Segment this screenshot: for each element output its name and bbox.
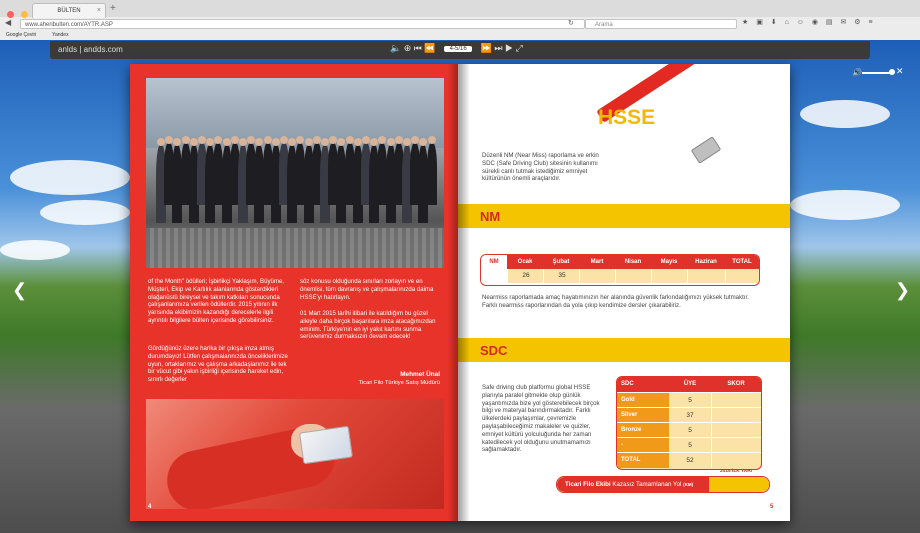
nm-value-nisan [615,269,652,283]
sdc-row-uye: 52 [686,457,694,464]
nm-label: NM [480,209,501,224]
left-page[interactable] [130,64,458,521]
prev-arrow-icon[interactable]: ❮ [12,280,28,300]
sdc-header-sdc: SDC [621,381,634,387]
table-row [617,407,761,423]
sdc-row-name: Silver [617,408,669,423]
sdc-row-name: TOTAL [617,453,669,468]
left-col1-text: of the Month" ödülleri; İşbirlikçi Yaklaşım, Büyüme, Müşteri, Ekip ve Karlılık alanlarında gösterdikleri olağanüstü bireysel ve takım katkıları sonucunda çalışanlarımıza verilen ödüllerdir. 2015 yılının ilk yarısında ekibimizin kazandığı derecelerle ilgili ayrıntılı bilgilere bülten içerisinde görebilirsiniz. [148,278,285,324]
last-page-icon[interactable]: ⏭ [494,43,503,53]
sdc-row-name: Bronze [617,423,669,438]
browser-chrome [0,0,920,41]
play-icon[interactable]: ▶ [505,43,514,53]
sdc-row-skor [711,453,762,468]
tab-bulten[interactable] [32,3,106,18]
left-col2-text: söz konusu olduğunda sınırları zorlayın ve en önemlisi, tüm davranış ve çalışmalarınızda daima HSSE'yi hatırlayın. [300,278,434,301]
viewer-toolbar [50,41,870,59]
sdc-row-uye: 5 [688,427,692,434]
viewer-logo: anlds | andds.com [58,45,123,54]
url-text: www.aheribulten.com/AYTR.ASP [25,22,113,28]
first-page-icon[interactable]: ⏮ [413,43,422,53]
footer-bold: Ticari Filo Ekibi [565,481,611,488]
nm-header-total: TOTAL [732,259,752,265]
bookmark-google-ceviri[interactable]: Google Çeviri [6,32,37,38]
book-spine [448,64,470,521]
nm-header-nm: NM [481,255,507,269]
close-window-icon[interactable] [7,11,14,18]
tab-title: BÜLTEN [57,8,81,14]
next-page-icon[interactable]: ⏩ [480,43,492,53]
signature-title: Ticari Filo Türkiye Satış Müdürü [358,380,440,386]
nm-value-haziran [687,269,726,283]
signature-name: Mehmet Ünal [400,371,440,378]
sdc-row-skor [711,393,762,408]
footer-period: 2015 İLK YARI [720,469,752,474]
bookmarks-bar [0,31,920,40]
volume-icon[interactable]: 🔊 [852,68,862,77]
bookmark-yandex[interactable]: Yandex [52,32,69,38]
nm-header-ocak: Ocak [517,259,533,265]
sdc-header-skor: SKOR [727,381,745,387]
sdc-row-skor [711,408,762,423]
nav-row [0,18,920,31]
team-photo [146,78,444,268]
book-spread [130,64,790,521]
nm-header-nisan: Nisan [624,259,642,265]
tab-strip [0,0,920,17]
nm-header-haziran: Haziran [695,259,717,265]
sdc-table [616,376,762,470]
sdc-band [458,338,790,362]
nm-value-mayis [651,269,688,283]
table-row [617,452,761,468]
right-page[interactable] [458,64,790,521]
sdc-row-uye: 37 [686,412,694,419]
table-row [617,437,761,453]
sdc-text: Safe driving club platformu global HSSE planıyla paralel gitmekte olup günlük yaşantımızda bize yol gösterebilecek birçok bilgi ve materyal barındırmaktadır. Farklı ülkelerdeki paylaşımlar, çevremizle paylaşabileceğimiz makaleler ve quizler, emniyet kültürü yolculuğunda her zaman katedilecek yol olduğunu unutmamamızı sağlamaktadır. [482,384,600,454]
prev-page-icon[interactable]: ⏪ [424,43,436,53]
hsse-title: HSSE [598,106,656,129]
left-col2b-text: 01 Mart 2015 tarihi itibari ile katıldığım bu güzel aileyle daha birçok başarılara imza atacağımızdan eminim. Türkiye'nin en iyi yakıt kartını sunma serüvenimiz durmaksızın devam edecek! [300,310,436,341]
url-bar[interactable] [20,19,585,29]
page-indicator[interactable]: 4-5/16 [444,46,472,52]
next-arrow-icon[interactable]: ❯ [895,280,911,300]
table-row [617,422,761,438]
nm-header-subat: Şubat [552,259,570,265]
sdc-row-uye: 5 [688,397,692,404]
sdc-row-name: - [617,438,669,453]
nm-value-nm [481,269,508,283]
search-placeholder: Arama [595,22,613,28]
back-icon[interactable]: ◀ [5,18,12,27]
footer-km-pill [556,476,770,493]
viewer-controls [390,43,523,54]
sdc-row-skor [711,438,762,453]
volume-knob[interactable] [889,69,895,75]
sdc-row-uye: 5 [688,442,692,449]
left-col1b-text: Gördüğünüz üzere harika bir çıkışa imza atmış durumdayız! Lütfen çalışmalarınızda önceliklerimize uyun, ortaklarımız ve çalışma arkadaşlarımız ile tek bir vücut gibi yakın işbirliği içerisinde hareket edin, sınırlı değerler [148,345,288,384]
table-row [617,392,761,408]
nm-header-mayis: Mayıs [660,259,678,265]
nm-value-ocak: 26 [507,269,544,283]
fuel-card-image [299,426,353,465]
close-icon[interactable]: ✕ [896,66,904,76]
footer-unit: (KM) [683,482,694,487]
nm-value-total [725,269,760,283]
footer-label [557,477,709,492]
nm-table [480,254,760,286]
fullscreen-icon[interactable]: ⤢ [515,43,523,53]
reload-icon[interactable]: ↻ [568,20,574,27]
footer-rest: Kazasız Tamamlanan Yol [612,481,682,488]
search-input[interactable] [585,19,737,29]
right-page-number: 5 [770,504,774,510]
sdc-row-name: Gold [617,393,669,408]
sdc-label: SDC [480,343,508,358]
tab-close-icon[interactable]: × [96,7,101,14]
buckle-image [691,136,722,164]
nm-band [458,204,790,228]
footer-value-box [709,477,769,492]
sdc-header-uye: ÜYE [683,381,697,387]
new-tab-icon[interactable]: + [110,3,116,14]
nm-header-mart: Mart [590,259,604,265]
sdc-row-skor [711,423,762,438]
nm-value-subat: 35 [543,269,580,283]
hsse-intro: Düzenli NM (Near Miss) raporlama ve erkin SDC (Safe Driving Club) sitesinin kullanımı sürekli canlı tutmak istediğimiz emniyet kültürünün önemli araçlarıdır. [482,152,599,183]
zoom-icon[interactable]: ⊕ [403,43,412,53]
nm-value-mart [579,269,616,283]
left-page-number: 4 [148,504,152,510]
photo-person [427,143,437,205]
toolbar-icons[interactable]: ★ ▣ ⬇ ⌂ ☺ ◉ ▤ ✉ ⚙ ≡ [742,19,876,26]
minimize-window-icon[interactable] [21,11,28,18]
sound-icon[interactable]: 🔈 [390,43,402,53]
card-photo [146,399,444,509]
nm-text: Nearmiss raporlamada amaç hayatımınızın her alanında güvenlik farkındalığımızı yüksek tutmaktır. Farklı nearmiss raporlarından da yola çıkıp kendimize dersler çıkarabiliriz. [482,294,749,309]
